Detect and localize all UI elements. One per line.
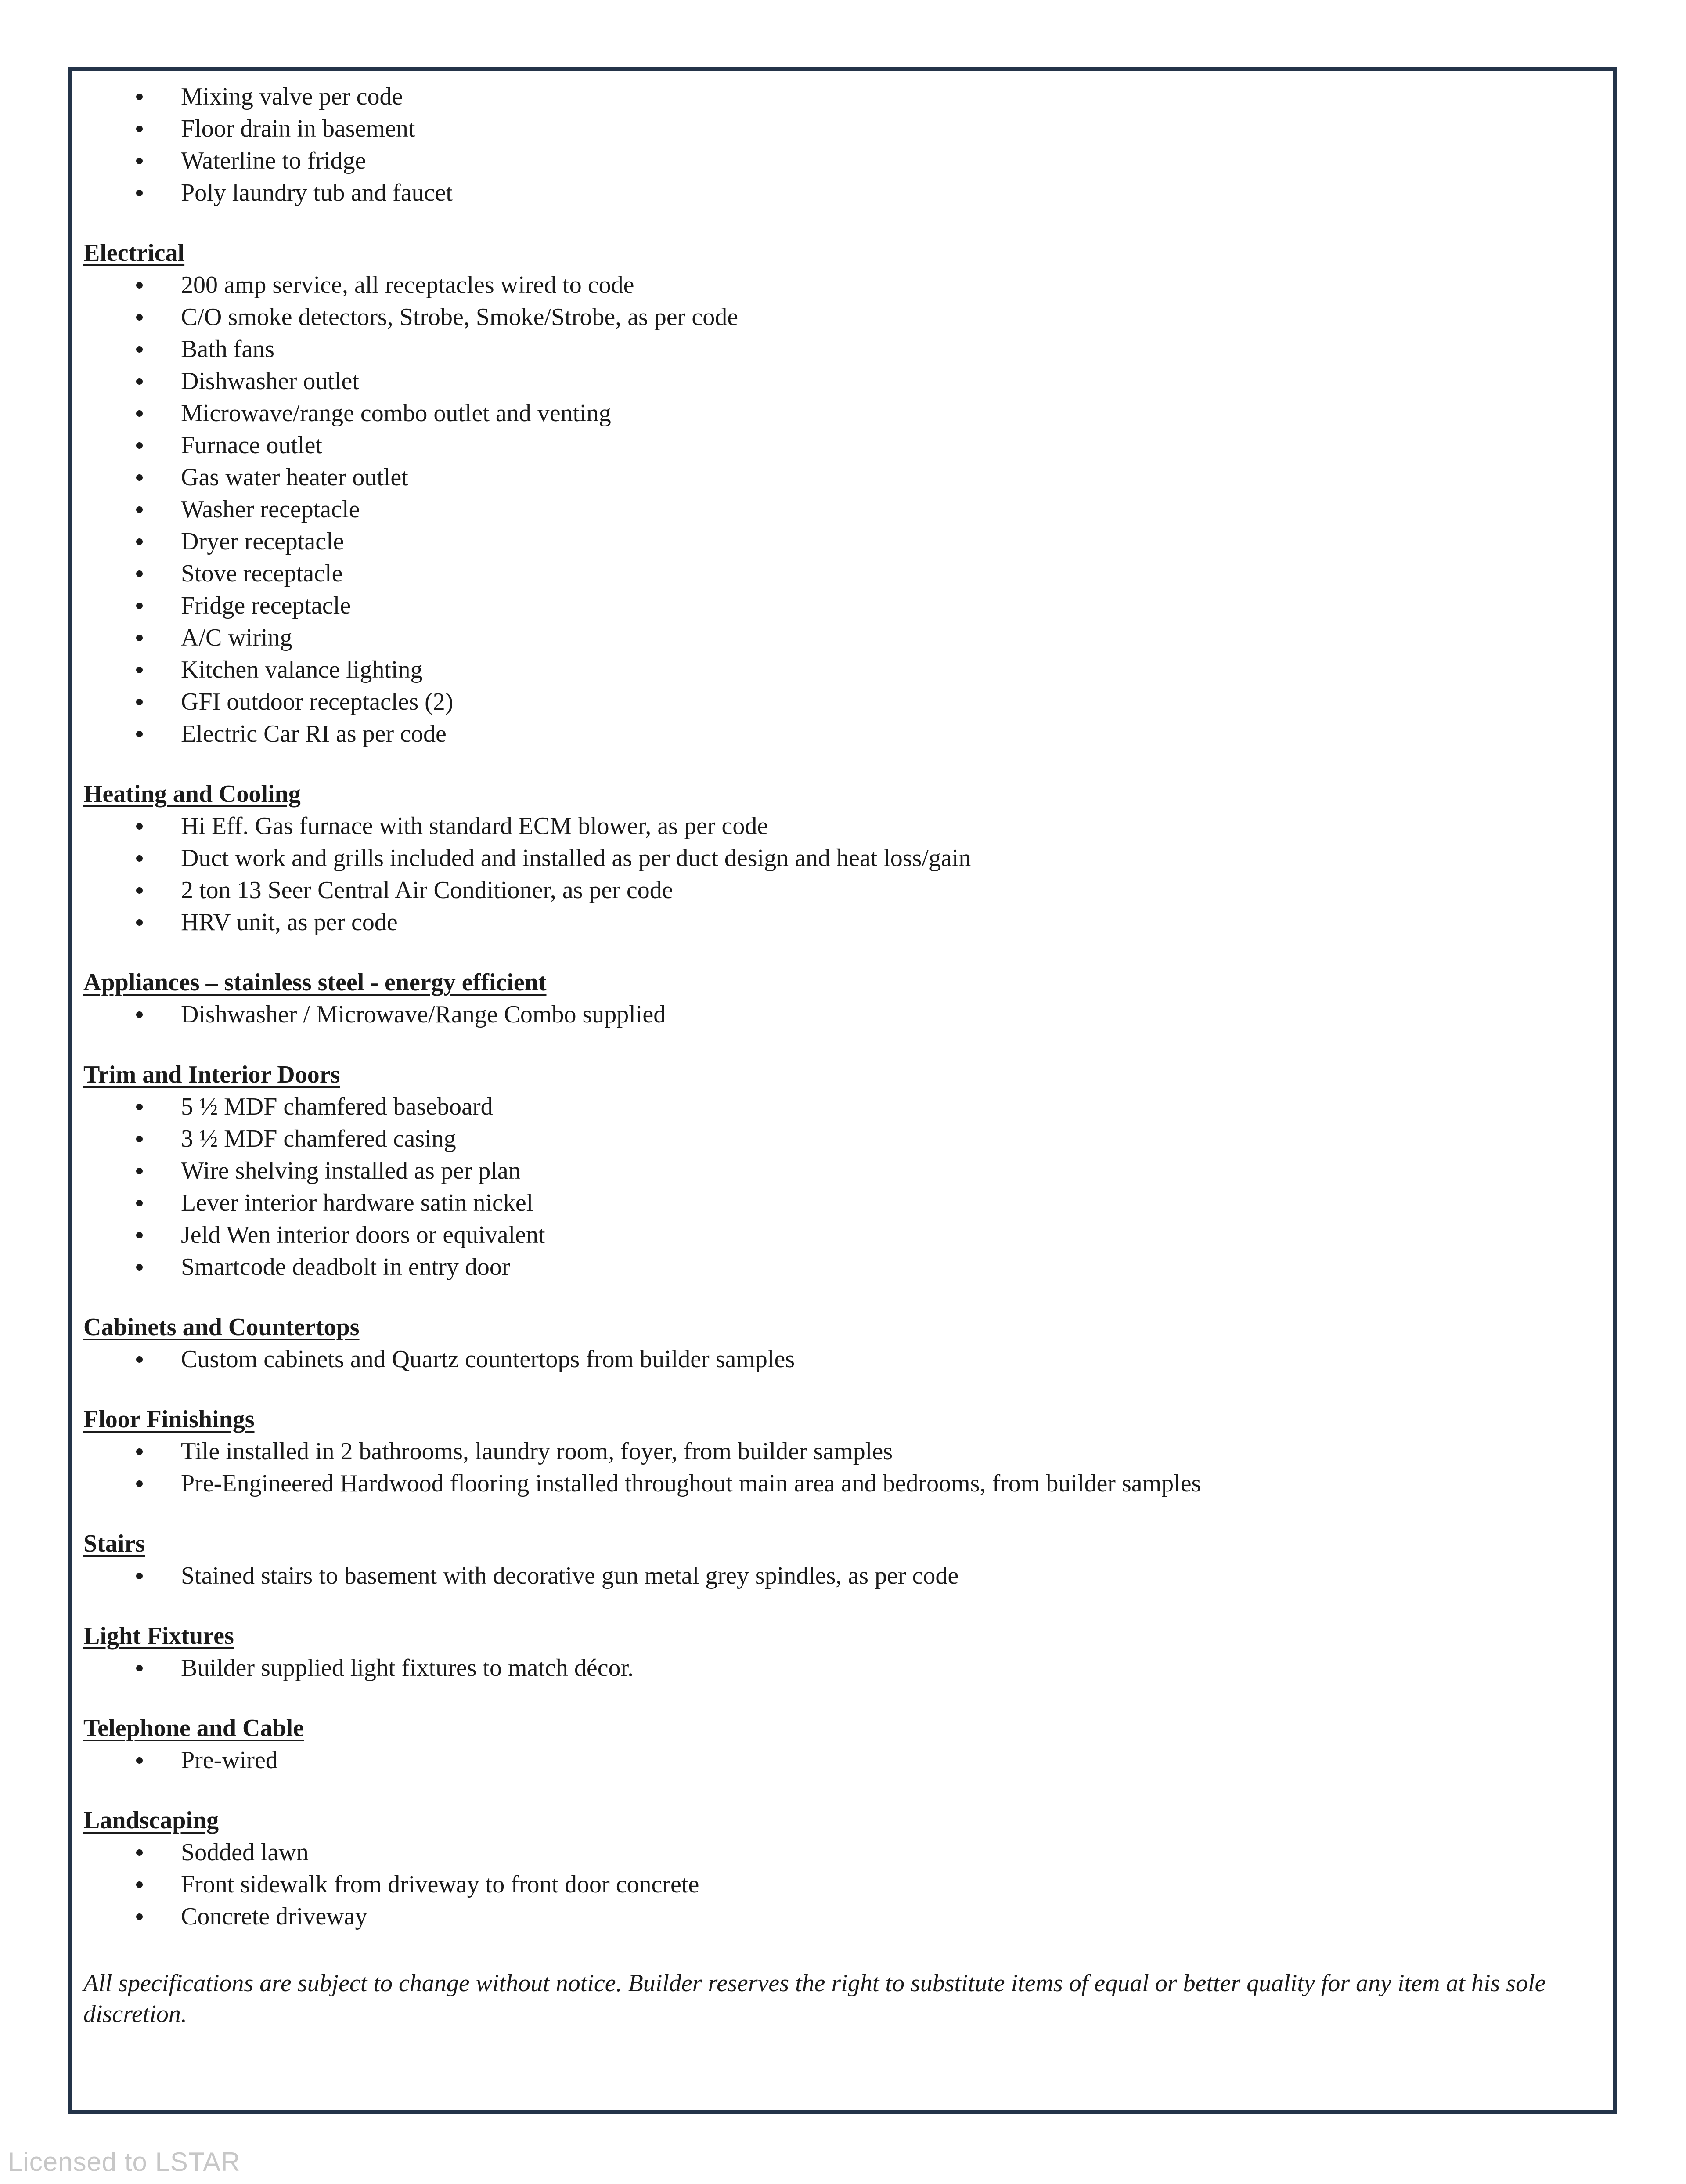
- list-item: [83, 1187, 1602, 1219]
- list-item-text: Builder supplied light fixtures to match décor.: [181, 1654, 634, 1682]
- list-item: [83, 301, 1602, 333]
- list-item-text: Pre-Engineered Hardwood flooring installed throughout main area and bedrooms, from builder samples: [181, 1470, 1201, 1497]
- spec-sections: [83, 237, 1602, 1933]
- bullet-icon: [136, 1168, 143, 1174]
- bullet-icon: [136, 126, 143, 132]
- bullet-icon: [136, 442, 143, 449]
- list-item: [83, 462, 1602, 494]
- list-item: [83, 718, 1602, 750]
- list-item: [83, 526, 1602, 558]
- list-item: [83, 1560, 1602, 1592]
- bullet-icon: [136, 474, 143, 481]
- list-item: [83, 590, 1602, 622]
- bullet-icon: [136, 1448, 143, 1455]
- section-heading: Heating and Cooling: [83, 780, 301, 808]
- section-heading: Landscaping: [83, 1807, 219, 1834]
- list-item-text: Concrete driveway: [181, 1903, 367, 1930]
- section-list: [83, 1652, 1602, 1684]
- bullet-icon: [136, 158, 143, 164]
- list-item: [83, 1869, 1602, 1901]
- list-item-text: Poly laundry tub and faucet: [181, 179, 453, 206]
- bullet-icon: [136, 1264, 143, 1271]
- bullet-icon: [136, 538, 143, 545]
- bullet-icon: [136, 1881, 143, 1888]
- list-item: [83, 269, 1602, 301]
- list-item-text: 2 ton 13 Seer Central Air Conditioner, as per code: [181, 877, 673, 904]
- section-heading: Appliances – stainless steel - energy efficient: [83, 969, 547, 996]
- list-item-text: Stained stairs to basement with decorative gun metal grey spindles, as per code: [181, 1562, 959, 1589]
- list-item-text: Tile installed in 2 bathrooms, laundry room, foyer, from builder samples: [181, 1438, 893, 1465]
- list-item: [83, 1436, 1602, 1468]
- list-item-text: GFI outdoor receptacles (2): [181, 688, 454, 715]
- bullet-icon: [136, 1104, 143, 1110]
- list-item: [83, 558, 1602, 590]
- list-item-text: Custom cabinets and Quartz countertops from builder samples: [181, 1346, 795, 1373]
- list-item: [83, 654, 1602, 686]
- bullet-icon: [136, 1757, 143, 1764]
- section-list: [83, 1744, 1602, 1776]
- list-item-text: C/O smoke detectors, Strobe, Smoke/Strobe, as per code: [181, 303, 739, 331]
- bullet-icon: [136, 603, 143, 609]
- list-item-text: Dishwasher / Microwave/Range Combo supplied: [181, 1001, 666, 1028]
- bullet-icon: [136, 1573, 143, 1579]
- bullet-icon: [136, 282, 143, 289]
- license-watermark: Licensed to LSTAR: [8, 2147, 241, 2177]
- list-item: [83, 874, 1602, 906]
- list-item-text: Hi Eff. Gas furnace with standard ECM blower, as per code: [181, 812, 768, 840]
- list-item: [83, 145, 1602, 177]
- section-list: [83, 1436, 1602, 1500]
- list-item-text: Lever interior hardware satin nickel: [181, 1189, 533, 1217]
- list-item: [83, 1744, 1602, 1776]
- list-item-text: Kitchen valance lighting: [181, 656, 423, 683]
- section-list: [83, 1560, 1602, 1592]
- list-item: [83, 1219, 1602, 1251]
- list-item-text: Mixing valve per code: [181, 83, 403, 110]
- bullet-icon: [136, 1200, 143, 1206]
- list-item: [83, 333, 1602, 365]
- bullet-icon: [136, 1011, 143, 1018]
- section-heading: Trim and Interior Doors: [83, 1061, 340, 1088]
- spec-section: [83, 1404, 1602, 1500]
- bullet-icon: [136, 314, 143, 321]
- spec-section: [83, 1712, 1602, 1776]
- list-item: [83, 842, 1602, 874]
- section-list: [83, 810, 1602, 939]
- section-heading: Telephone and Cable: [83, 1715, 304, 1742]
- bullet-icon: [136, 1232, 143, 1238]
- section-list: [83, 1091, 1602, 1283]
- bullet-icon: [136, 346, 143, 353]
- list-item-text: A/C wiring: [181, 624, 292, 651]
- list-item-text: Stove receptacle: [181, 560, 343, 587]
- bullet-icon: [136, 1665, 143, 1671]
- bullet-icon: [136, 570, 143, 577]
- spec-section: [83, 1620, 1602, 1684]
- list-item-text: 200 amp service, all receptacles wired to code: [181, 271, 634, 299]
- list-item-text: Smartcode deadbolt in entry door: [181, 1253, 510, 1281]
- list-item-text: Pre-wired: [181, 1747, 278, 1774]
- list-item: [83, 397, 1602, 430]
- list-item-text: 5 ½ MDF chamfered baseboard: [181, 1093, 493, 1120]
- bullet-icon: [136, 887, 143, 894]
- list-item-text: Gas water heater outlet: [181, 464, 408, 491]
- list-item: [83, 81, 1602, 113]
- bullet-icon: [136, 635, 143, 641]
- list-item-text: Duct work and grills included and installed as per duct design and heat loss/gain: [181, 845, 971, 872]
- bullet-icon: [136, 94, 143, 100]
- bullet-icon: [136, 1136, 143, 1142]
- bullet-icon: [136, 410, 143, 417]
- section-list: [83, 1837, 1602, 1933]
- spec-section: [83, 1311, 1602, 1375]
- bullet-icon: [136, 378, 143, 385]
- bullet-icon: [136, 1849, 143, 1856]
- bullet-icon: [136, 1913, 143, 1920]
- document-frame: [68, 67, 1617, 2114]
- bullet-icon: [136, 699, 143, 705]
- list-item: [83, 494, 1602, 526]
- list-item: [83, 365, 1602, 397]
- list-item: [83, 686, 1602, 718]
- list-item-text: Floor drain in basement: [181, 115, 415, 142]
- list-item-text: 3 ½ MDF chamfered casing: [181, 1125, 456, 1152]
- list-item-text: Sodded lawn: [181, 1839, 309, 1866]
- list-item: [83, 1343, 1602, 1375]
- list-item: [83, 810, 1602, 842]
- list-item-text: Wire shelving installed as per plan: [181, 1157, 521, 1184]
- spec-section: [83, 778, 1602, 939]
- list-item: [83, 1468, 1602, 1500]
- list-item: [83, 999, 1602, 1031]
- spec-content: [83, 81, 1602, 2029]
- spec-section: [83, 237, 1602, 750]
- disclaimer-text: All specifications are subject to change without notice. Builder reserves the right to substitute items of equal or better quality for any item at his sole discretion.: [83, 1970, 1546, 2028]
- list-item: [83, 177, 1602, 209]
- list-item: [83, 113, 1602, 145]
- list-item-text: Washer receptacle: [181, 496, 360, 523]
- spec-section: [83, 1528, 1602, 1592]
- section-heading: Stairs: [83, 1530, 145, 1557]
- list-item: [83, 430, 1602, 462]
- list-item-text: Bath fans: [181, 336, 275, 363]
- list-item-text: Fridge receptacle: [181, 592, 351, 619]
- list-item-text: Waterline to fridge: [181, 147, 366, 174]
- bullet-icon: [136, 667, 143, 673]
- bullet-icon: [136, 506, 143, 513]
- list-item-text: Dryer receptacle: [181, 528, 344, 555]
- section-list: [83, 269, 1602, 750]
- spec-section: [83, 1805, 1602, 1933]
- list-item: [83, 1901, 1602, 1933]
- list-item: [83, 622, 1602, 654]
- list-item: [83, 906, 1602, 939]
- section-heading: Cabinets and Countertops: [83, 1314, 360, 1341]
- bullet-icon: [136, 919, 143, 926]
- bullet-icon: [136, 855, 143, 862]
- list-item-text: HRV unit, as per code: [181, 909, 398, 936]
- section-heading: Electrical: [83, 239, 185, 267]
- list-item-text: Dishwasher outlet: [181, 368, 359, 395]
- list-item: [83, 1837, 1602, 1869]
- list-item: [83, 1091, 1602, 1123]
- list-item: [83, 1155, 1602, 1187]
- list-item-text: Furnace outlet: [181, 432, 322, 459]
- top-list: [83, 81, 1602, 209]
- list-item: [83, 1251, 1602, 1283]
- bullet-icon: [136, 190, 143, 196]
- bullet-icon: [136, 823, 143, 830]
- section-heading: Floor Finishings: [83, 1406, 255, 1433]
- spec-section: [83, 967, 1602, 1031]
- list-item: [83, 1123, 1602, 1155]
- spec-section: [83, 1059, 1602, 1283]
- list-item: [83, 1652, 1602, 1684]
- bullet-icon: [136, 1480, 143, 1487]
- list-item-text: Jeld Wen interior doors or equivalent: [181, 1221, 545, 1249]
- section-list: [83, 999, 1602, 1031]
- list-item-text: Front sidewalk from driveway to front door concrete: [181, 1871, 699, 1898]
- bullet-icon: [136, 1356, 143, 1363]
- section-heading: Light Fixtures: [83, 1622, 234, 1650]
- list-item-text: Microwave/range combo outlet and venting: [181, 400, 611, 427]
- list-item-text: Electric Car RI as per code: [181, 720, 447, 747]
- bullet-icon: [136, 731, 143, 737]
- section-list: [83, 1343, 1602, 1375]
